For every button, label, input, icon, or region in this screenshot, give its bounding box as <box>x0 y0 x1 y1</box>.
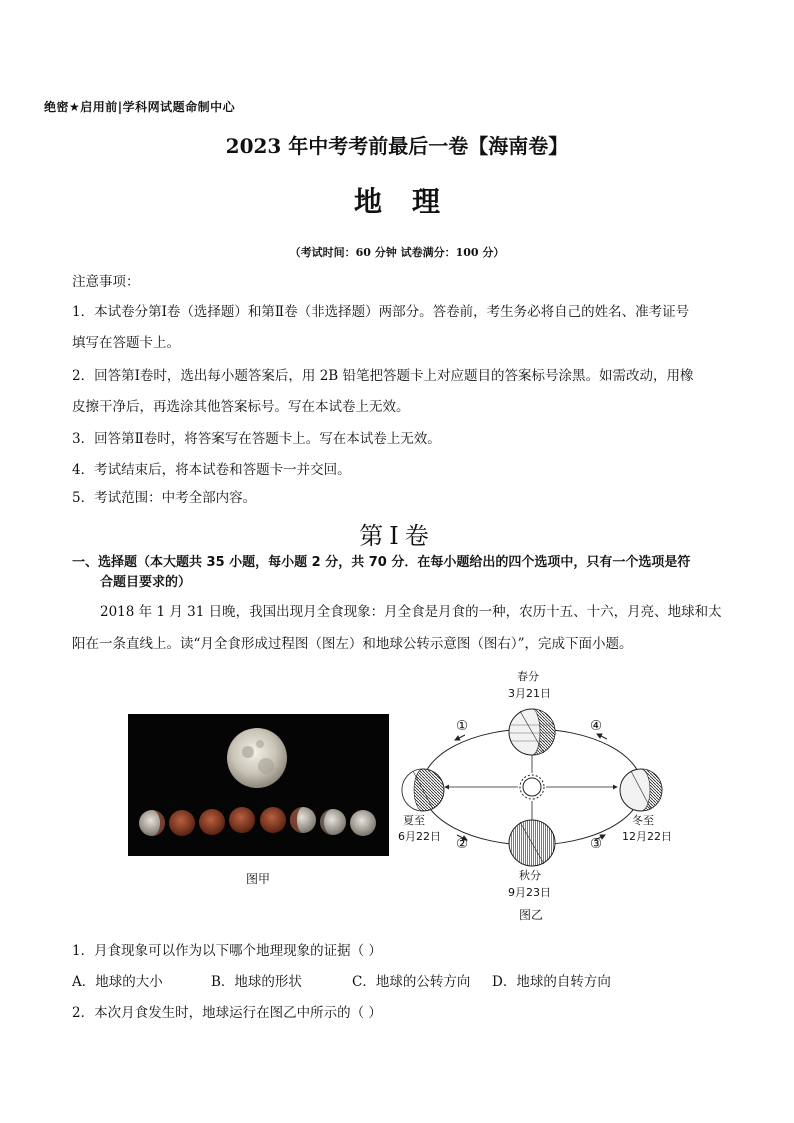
q1-option-c: C．地球的公转方向 <box>352 974 471 990</box>
moon-phase-8 <box>350 810 376 836</box>
moon-phase-2 <box>169 810 195 836</box>
earth-revolution-diagram <box>395 695 685 875</box>
full-moon <box>227 728 287 788</box>
moon-phase-3 <box>199 809 225 835</box>
mark-1: ① <box>456 718 469 734</box>
note-line-5: 3．回答第Ⅱ卷时，将答案写在答题卡上。写在本试卷上无效。 <box>72 431 441 447</box>
figure-right-caption: 图乙 <box>519 908 544 922</box>
moon-phase-4 <box>229 807 255 833</box>
passage-line-2: 阳在一条直线上。读“月全食形成过程图（图左）和地球公转示意图（图右）”，完成下面小题。 <box>72 636 633 652</box>
label-summer-date: 6月22日 <box>398 830 441 843</box>
earth-autumn <box>509 820 555 866</box>
earth-winter <box>620 769 662 811</box>
q1-option-b: B．地球的形状 <box>211 974 302 990</box>
figure-left-caption: 图甲 <box>246 872 271 886</box>
subject-title: 地理 <box>353 185 470 218</box>
earth-summer <box>402 769 444 811</box>
label-winter-name: 冬至 <box>632 814 654 827</box>
passage-line-1: 2018 年 1 月 31 日晚，我国出现月全食现象：月全食是月食的一种，农历十五、十六，月亮、地球和太 <box>100 604 722 620</box>
exam-info: （考试时间：60 分钟 试卷满分：100 分） <box>289 246 505 259</box>
mark-3: ③ <box>590 836 603 852</box>
label-spring-name: 春分 <box>517 670 539 683</box>
label-spring-date: 3月21日 <box>508 687 551 700</box>
note-line-2: 填写在答题卡上。 <box>72 335 180 351</box>
label-summer-name: 夏至 <box>403 814 425 827</box>
note-line-3: 2．回答第Ⅰ卷时，选出每小题答案后，用 2B 铅笔把答题卡上对应题目的答案标号涂黑。如需改动，用橡 <box>72 368 694 384</box>
sun-icon <box>520 775 544 799</box>
confidential-line: 绝密★启用前|学科网试题命制中心 <box>44 100 236 114</box>
mark-2: ② <box>456 836 469 852</box>
question-1: 1．月食现象可以作为以下哪个地理现象的证据（ ） <box>72 943 382 959</box>
note-line-4: 皮擦干净后，再选涂其他答案标号。写在本试卷上无效。 <box>72 399 410 415</box>
question-2: 2．本次月食发生时，地球运行在图乙中所示的（ ） <box>72 1005 382 1021</box>
section-heading-line-2: 合题目要求的） <box>100 575 192 590</box>
q1-option-a: A．地球的大小 <box>72 974 163 990</box>
mark-4: ④ <box>590 718 603 734</box>
lunar-eclipse-photo <box>128 714 389 856</box>
exam-title: 2023 年中考考前最后一卷【海南卷】 <box>225 134 569 158</box>
label-autumn-date: 9月23日 <box>508 886 551 899</box>
label-winter-date: 12月22日 <box>622 830 672 843</box>
note-line-1: 1．本试卷分第Ⅰ卷（选择题）和第Ⅱ卷（非选择题）两部分。答卷前，考生务必将自己的姓名、准考证号 <box>72 304 690 320</box>
earth-spring <box>509 709 555 755</box>
notes-heading: 注意事项： <box>72 274 140 290</box>
section-title: 第Ⅰ卷 <box>359 522 435 550</box>
q1-option-d: D．地球的自转方向 <box>492 974 611 990</box>
section-heading-line-1: 一、选择题（本大题共 35 小题，每小题 2 分，共 70 分．在每小题给出的四个选项中，只有一个选项是符 <box>72 555 691 570</box>
note-line-7: 5．考试范围：中考全部内容。 <box>72 490 257 506</box>
moon-phase-5 <box>260 807 286 833</box>
label-autumn-name: 秋分 <box>519 869 541 882</box>
section-heading <box>72 553 732 593</box>
note-line-6: 4．考试结束后，将本试卷和答题卡一并交回。 <box>72 462 351 478</box>
